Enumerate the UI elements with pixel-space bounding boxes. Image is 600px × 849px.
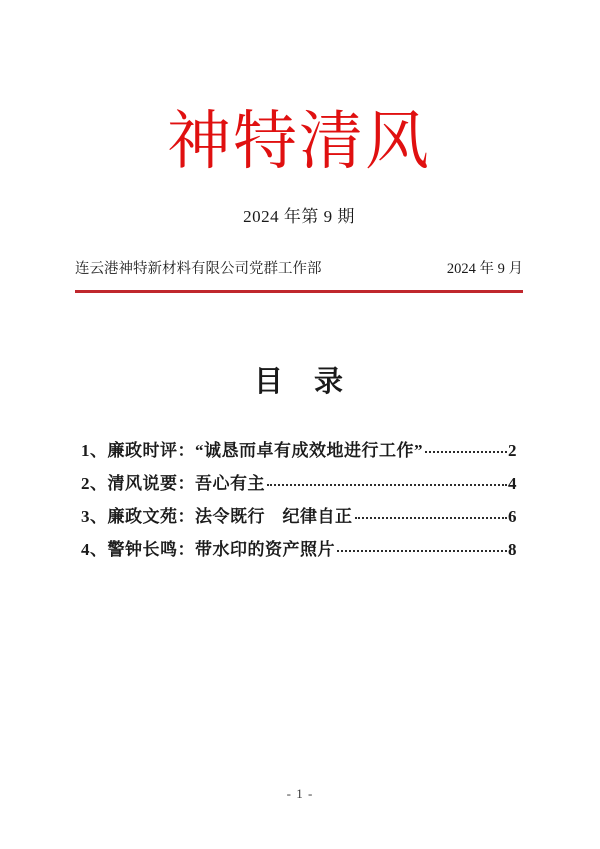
issue-number: 2024 年第 9 期: [243, 207, 355, 227]
red-divider-rule: [75, 290, 523, 293]
toc-item-label: 2、清风说要：吾心有主: [81, 474, 265, 494]
toc-dotted-leader: [425, 436, 507, 469]
publisher-row: [75, 257, 523, 278]
toc-item-page-number: 4: [508, 474, 517, 494]
toc-item-page-number: 6: [508, 507, 517, 527]
toc-item[interactable]: [81, 535, 517, 568]
publisher-name: 连云港神特新材料有限公司党群工作部: [75, 261, 322, 278]
toc-item-label: 1、廉政时评：“诚恳而卓有成效地进行工作”: [81, 441, 423, 461]
toc-item[interactable]: [81, 502, 517, 535]
toc-item-page-number: 8: [508, 540, 517, 560]
toc-dotted-leader: [355, 502, 508, 535]
toc-item[interactable]: [81, 436, 517, 469]
toc-list: [75, 436, 523, 568]
publication-date: 2024 年 9 月: [446, 261, 523, 278]
toc-heading: 目 录: [253, 366, 344, 399]
footer-page-number: - 1 -: [286, 786, 314, 801]
masthead-title: 神特清风: [167, 106, 431, 177]
toc-dotted-leader: [267, 469, 507, 502]
toc-item-page-number: 2: [508, 441, 517, 461]
toc-item[interactable]: [81, 469, 517, 502]
toc-item-label: 4、警钟长鸣：带水印的资产照片: [81, 540, 335, 560]
toc-dotted-leader: [337, 535, 507, 568]
toc-item-label: 3、廉政文苑：法令既行 纪律自正: [81, 507, 353, 527]
